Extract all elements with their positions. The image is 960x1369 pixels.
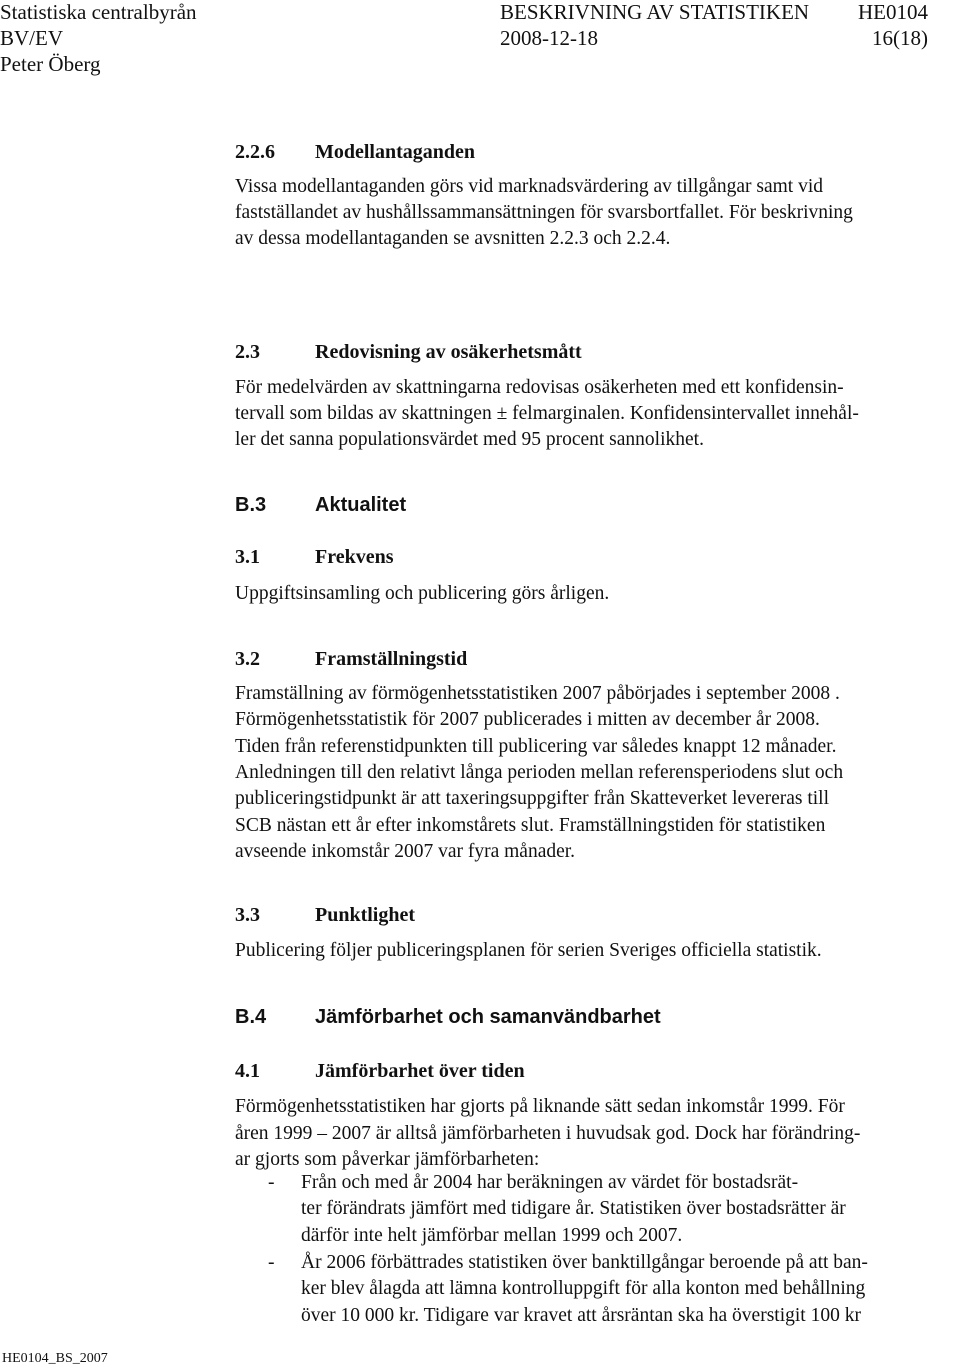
section-number: 3.2 xyxy=(235,648,260,670)
chapter-title: Jämförbarhet och samanvändbarhet xyxy=(315,1006,661,1028)
paragraph-line: Anledningen till den relativt långa perioden mellan referensperiodens slut och xyxy=(235,762,844,783)
footer-code: HE0104_BS_2007 xyxy=(2,1351,108,1366)
header-doc-type: BESKRIVNING AV STATISTIKEN xyxy=(500,0,810,24)
paragraph-line: Förmögenhetsstatistiken har gjorts på liknande sätt sedan inkomstår 1999. För xyxy=(235,1096,845,1117)
paragraph-line: Vissa modellantaganden görs vid marknadsvärdering av tillgångar samt vid xyxy=(235,176,824,197)
section-number: 2.3 xyxy=(235,341,260,363)
list-dash: - xyxy=(268,1252,275,1273)
header-page: 16(18) xyxy=(872,26,928,50)
paragraph-line: Publicering följer publiceringsplanen för serien Sveriges officiella statistik. xyxy=(235,940,822,961)
paragraph-line: åren 1999 – 2007 är alltså jämförbarheten i huvudsak god. Dock har förändring- xyxy=(235,1123,861,1144)
paragraph-line: För medelvärden av skattningarna redovisas osäkerheten med ett konfidensin- xyxy=(235,377,844,398)
paragraph-line: fastställandet av hushållssammansättningen för svarsbortfallet. För beskrivning xyxy=(235,202,853,223)
paragraph-line: publiceringstidpunkt är att taxeringsuppgifter från Skatteverket levereras till xyxy=(235,788,830,809)
paragraph-line: Förmögenhetsstatistik för 2007 publicerades i mitten av december år 2008. xyxy=(235,709,820,730)
paragraph-line: tervall som bildas av skattningen ± felmarginalen. Konfidensintervallet innehål- xyxy=(235,403,859,424)
paragraph-line: av dessa modellantaganden se avsnitten 2.2.3 och 2.2.4. xyxy=(235,228,671,249)
list-line: därför inte helt jämförbar mellan 1999 och 2007. xyxy=(301,1225,683,1246)
list-dash: - xyxy=(268,1172,275,1193)
section-title: Jämförbarhet över tiden xyxy=(315,1060,525,1082)
section-title: Redovisning av osäkerhetsmått xyxy=(315,341,582,363)
section-number: 2.2.6 xyxy=(235,141,275,163)
chapter-number: B.4 xyxy=(235,1006,267,1028)
header-org: Statistiska centralbyrån xyxy=(0,0,197,24)
chapter-number: B.3 xyxy=(235,494,267,516)
list-line: År 2006 förbättrades statistiken över banktillgångar beroende på att ban- xyxy=(301,1252,868,1273)
paragraph-line: avseende inkomstår 2007 var fyra månader. xyxy=(235,841,576,862)
list-line: ter förändrats jämfört med tidigare år. Statistiken över bostadsrätter är xyxy=(301,1198,846,1219)
header-date: 2008-12-18 xyxy=(500,26,598,50)
header-unit: BV/EV xyxy=(0,26,63,50)
section-number: 3.3 xyxy=(235,904,260,926)
paragraph-line: SCB nästan ett år efter inkomstårets slut. Framställningstiden för statistiken xyxy=(235,815,826,836)
section-title: Punktlighet xyxy=(315,904,416,926)
paragraph-line: Framställning av förmögenhetsstatistiken 2007 påbörjades i september 2008 . xyxy=(235,683,840,704)
section-number: 4.1 xyxy=(235,1060,260,1082)
header-code: HE0104 xyxy=(858,0,928,24)
list-line: Från och med år 2004 har beräkningen av värdet för bostadsrät- xyxy=(301,1172,799,1193)
paragraph-line: ar gjorts som påverkar jämförbarheten: xyxy=(235,1149,540,1170)
header-author: Peter Öberg xyxy=(0,52,101,76)
chapter-title: Aktualitet xyxy=(315,494,407,516)
section-number: 3.1 xyxy=(235,546,260,568)
paragraph-line: Uppgiftsinsamling och publicering görs årligen. xyxy=(235,583,610,604)
section-title: Framställningstid xyxy=(315,648,468,670)
paragraph-line: ler det sanna populationsvärdet med 95 procent sannolikhet. xyxy=(235,429,704,450)
section-title: Frekvens xyxy=(315,546,394,568)
section-title: Modellantaganden xyxy=(315,141,476,163)
list-line: ker blev ålagda att lämna kontrolluppgift för alla konton med behållning xyxy=(301,1278,866,1299)
list-line: över 10 000 kr. Tidigare var kravet att årsräntan ska ha överstigit 100 kr xyxy=(301,1305,861,1326)
paragraph-line: Tiden från referenstidpunkten till publicering var således knappt 12 månader. xyxy=(235,736,837,757)
